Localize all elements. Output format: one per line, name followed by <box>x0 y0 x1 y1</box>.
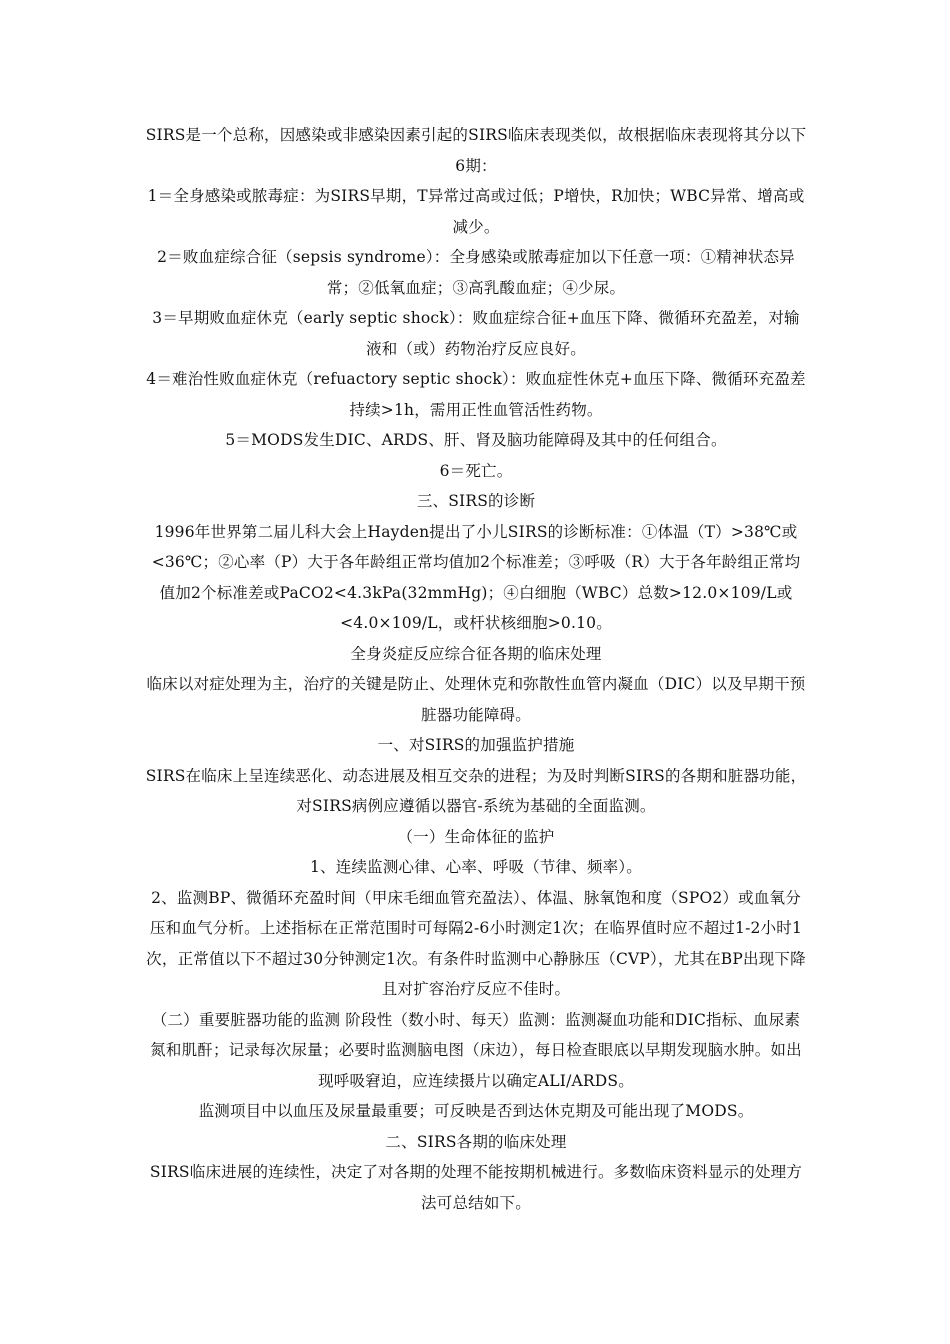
paragraph-stage-4: 4＝难治性败血症休克（refuactory septic shock）：败血症性休克+血压下降、微循环充盈差持续>1h，需用正性血管活性药物。 <box>146 370 806 419</box>
paragraph-stage-2: 2＝败血症综合征（sepsis syndrome）：全身感染或脓毒症加以下任意一项：①精神状态异常；②低氧血症；③高乳酸血症；④少尿。 <box>157 248 795 297</box>
heading-clinical-treatment: 全身炎症反应综合征各期的临床处理 <box>350 644 602 663</box>
paragraph-stage-5: 5＝MODS发生DIC、ARDS、肝、肾及脑功能障碍及其中的任何组合。 <box>225 431 727 449</box>
heading-monitoring-measures: 一、对SIRS的加强监护措施 <box>377 736 575 754</box>
heading-vital-signs: （一）生命体征的监护 <box>397 827 555 846</box>
paragraph-sirs-intro: SIRS是一个总称，因感染或非感染因素引起的SIRS临床表现类似，故根据临床表现将其分以下6期： <box>145 126 807 175</box>
document-body <box>145 120 807 1218</box>
paragraph-diagnosis-criteria: 1996年世界第二届儿科大会上Hayden提出了小儿SIRS的诊断标准：①体温（T）>38℃或<36℃；②心率（P）大于各年龄组正常均值加2个标准差；③呼吸（R）大于各年龄组正常均值加2个标准差或PaCO2<4.3kPa(32mmHg)；④白细胞（WBC）总数>12.0×109/L或<4.0×109/L，或杆状核细胞>0.10。 <box>151 522 801 632</box>
paragraph-stage-treatment: SIRS临床进展的连续性，决定了对各期的处理不能按期机械进行。多数临床资料显示的处理方法可总结如下。 <box>149 1163 803 1212</box>
paragraph-organ-monitoring: （二）重要脏器功能的监测 阶段性（数小时、每天）监测：监测凝血功能和DIC指标、血尿素氮和肌酐；记录每次尿量；必要时监测脑电图（床边），每日检查眼底以早期发现脑水肿。如出现呼吸窘迫，应连续摄片以确定ALI/ARDS。 <box>150 1010 802 1090</box>
heading-stage-treatment: 二、SIRS各期的临床处理 <box>385 1132 567 1151</box>
paragraph-key-monitoring: 监测项目中以血压及尿量最重要；可反映是否到达休克期及可能出现了MODS。 <box>198 1102 754 1120</box>
paragraph-vital-signs-2: 2、监测BP、微循环充盈时间（甲床毛细血管充盈法）、体温、脉氧饱和度（SPO2）或血氧分压和血气分析。上述指标在正常范围时可每隔2-6小时测定1次；在临界值时应不超过1-2小时1次，正常值以下不超过30分钟测定1次。有条件时监测中心静脉压（CVP），尤其在BP出现下降且对扩容治疗反应不佳时。 <box>146 888 806 998</box>
paragraph-stage-3: 3＝早期败血症休克（early septic shock）：败血症综合征+血压下降、微循环充盈差，对输液和（或）药物治疗反应良好。 <box>152 309 800 358</box>
paragraph-treatment-principle: 临床以对症处理为主，治疗的关键是防止、处理休克和弥散性血管内凝血（DIC）以及早期干预脏器功能障碍。 <box>146 675 806 724</box>
paragraph-stage-1: 1＝全身感染或脓毒症：为SIRS早期，T异常过高或过低；P增快，R加快；WBC异常、增高或减少。 <box>147 187 805 236</box>
paragraph-stage-6: 6＝死亡。 <box>439 461 513 480</box>
paragraph-monitoring-intro: SIRS在临床上呈连续恶化、动态进展及相互交杂的进程；为及时判断SIRS的各期和脏器功能，对SIRS病例应遵循以器官-系统为基础的全面监测。 <box>145 766 807 815</box>
paragraph-vital-signs-1: 1、连续监测心律、心率、呼吸（节律、频率）。 <box>309 858 642 876</box>
heading-sirs-diagnosis: 三、SIRS的诊断 <box>416 492 536 510</box>
